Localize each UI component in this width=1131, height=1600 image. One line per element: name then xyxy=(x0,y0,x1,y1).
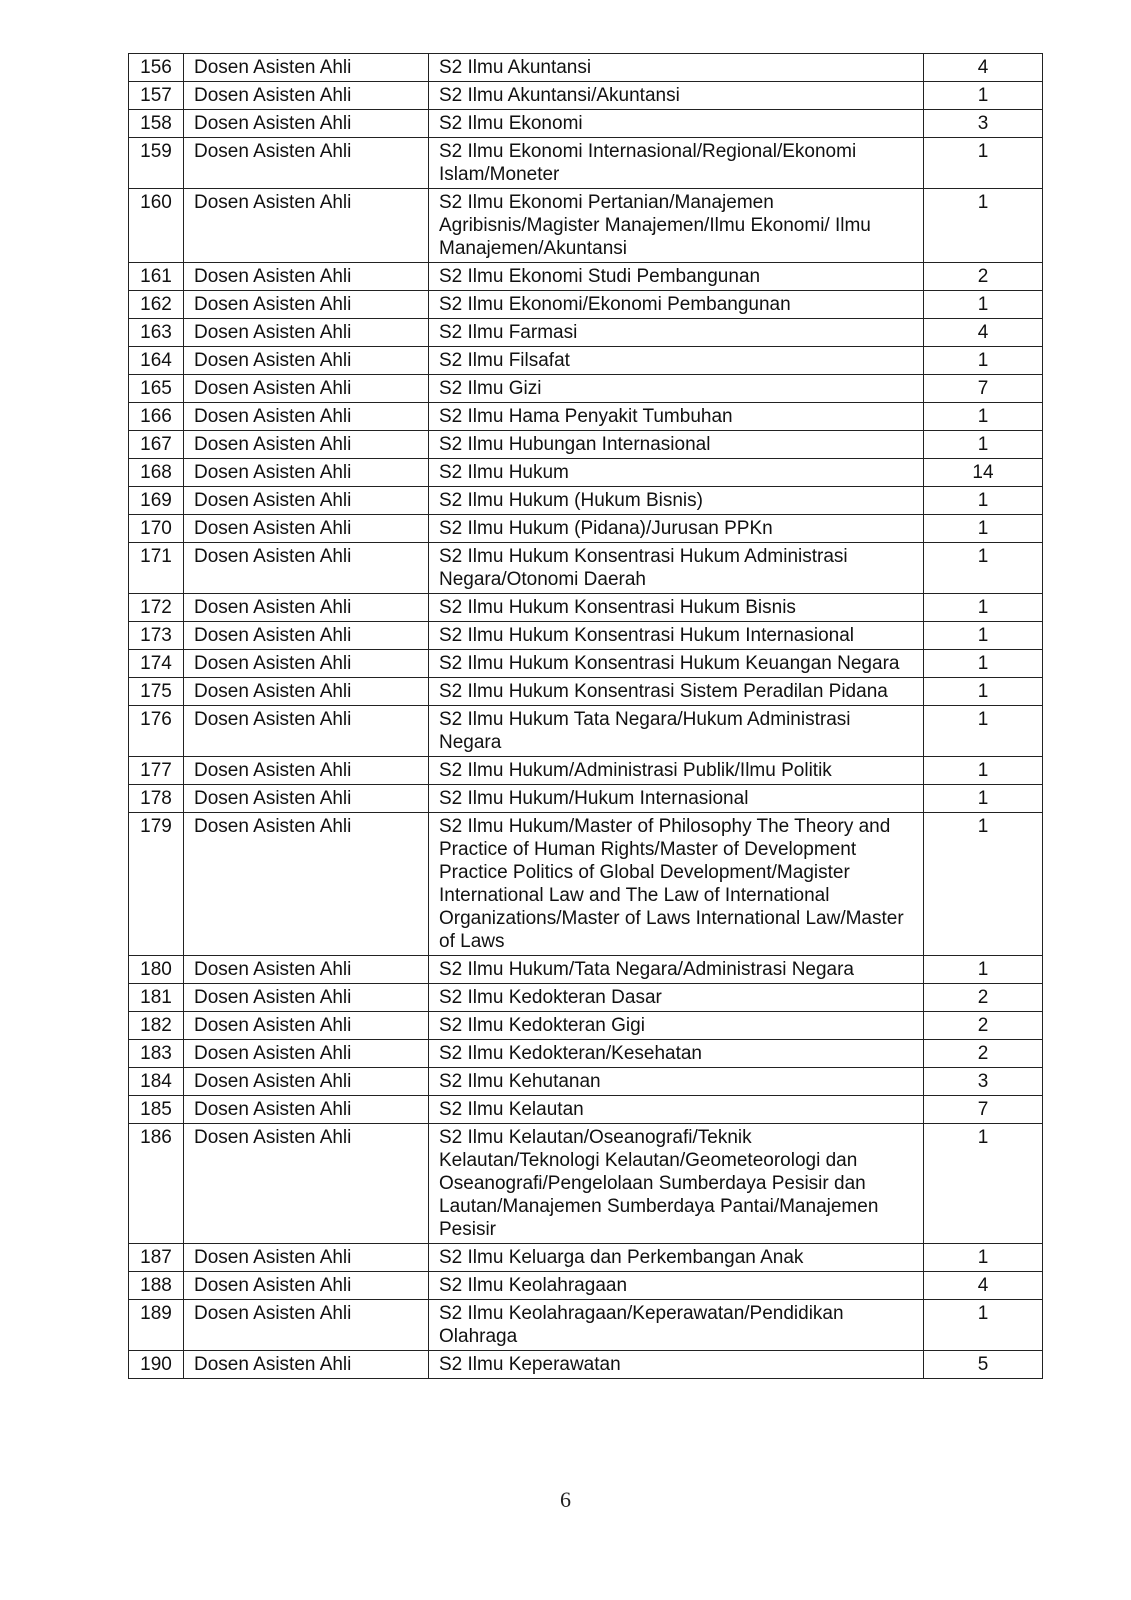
kualifikasi-cell: S2 Ilmu Hukum (Hukum Bisnis) xyxy=(429,487,924,515)
table-row xyxy=(129,263,1043,291)
table-row xyxy=(129,54,1043,82)
jumlah-cell: 4 xyxy=(924,319,1043,347)
row-number-cell: 166 xyxy=(129,403,184,431)
jumlah-cell: 7 xyxy=(924,1096,1043,1124)
jumlah-cell: 2 xyxy=(924,263,1043,291)
table-row xyxy=(129,487,1043,515)
jabatan-cell: Dosen Asisten Ahli xyxy=(184,1351,429,1379)
jabatan-cell: Dosen Asisten Ahli xyxy=(184,1068,429,1096)
table-row xyxy=(129,543,1043,594)
kualifikasi-cell: S2 Ilmu Hukum (Pidana)/Jurusan PPKn xyxy=(429,515,924,543)
table-row xyxy=(129,1124,1043,1244)
row-number-cell: 159 xyxy=(129,138,184,189)
jumlah-cell: 1 xyxy=(924,82,1043,110)
row-number-cell: 162 xyxy=(129,291,184,319)
row-number-cell: 165 xyxy=(129,375,184,403)
jumlah-cell: 1 xyxy=(924,431,1043,459)
jumlah-cell: 1 xyxy=(924,956,1043,984)
table-row xyxy=(129,757,1043,785)
jabatan-cell: Dosen Asisten Ahli xyxy=(184,1124,429,1244)
kualifikasi-cell: S2 Ilmu Hukum Konsentrasi Hukum Bisnis xyxy=(429,594,924,622)
row-number-cell: 176 xyxy=(129,706,184,757)
jabatan-cell: Dosen Asisten Ahli xyxy=(184,757,429,785)
row-number-cell: 171 xyxy=(129,543,184,594)
row-number-cell: 182 xyxy=(129,1012,184,1040)
kualifikasi-cell: S2 Ilmu Hukum Konsentrasi Hukum Internasional xyxy=(429,622,924,650)
table-row xyxy=(129,189,1043,263)
jumlah-cell: 3 xyxy=(924,1068,1043,1096)
jumlah-cell: 1 xyxy=(924,403,1043,431)
kualifikasi-cell: S2 Ilmu Keperawatan xyxy=(429,1351,924,1379)
table-row xyxy=(129,1068,1043,1096)
jabatan-cell: Dosen Asisten Ahli xyxy=(184,785,429,813)
kualifikasi-cell: S2 Ilmu Kedokteran Dasar xyxy=(429,984,924,1012)
jabatan-cell: Dosen Asisten Ahli xyxy=(184,594,429,622)
jumlah-cell: 1 xyxy=(924,543,1043,594)
row-number-cell: 178 xyxy=(129,785,184,813)
jabatan-cell: Dosen Asisten Ahli xyxy=(184,431,429,459)
jabatan-cell: Dosen Asisten Ahli xyxy=(184,487,429,515)
jumlah-cell: 1 xyxy=(924,138,1043,189)
jabatan-cell: Dosen Asisten Ahli xyxy=(184,543,429,594)
table-row xyxy=(129,1012,1043,1040)
row-number-cell: 186 xyxy=(129,1124,184,1244)
table-row xyxy=(129,622,1043,650)
jumlah-cell: 1 xyxy=(924,622,1043,650)
kualifikasi-cell: S2 Ilmu Hukum Tata Negara/Hukum Administrasi Negara xyxy=(429,706,924,757)
row-number-cell: 164 xyxy=(129,347,184,375)
row-number-cell: 167 xyxy=(129,431,184,459)
table-row xyxy=(129,956,1043,984)
table-row xyxy=(129,1351,1043,1379)
jabatan-cell: Dosen Asisten Ahli xyxy=(184,110,429,138)
row-number-cell: 187 xyxy=(129,1244,184,1272)
page-number: 6 xyxy=(560,1487,571,1512)
row-number-cell: 174 xyxy=(129,650,184,678)
jabatan-cell: Dosen Asisten Ahli xyxy=(184,1096,429,1124)
formasi-table xyxy=(128,53,1043,1379)
jumlah-cell: 1 xyxy=(924,678,1043,706)
jumlah-cell: 2 xyxy=(924,1012,1043,1040)
jumlah-cell: 1 xyxy=(924,785,1043,813)
table-row xyxy=(129,1244,1043,1272)
jabatan-cell: Dosen Asisten Ahli xyxy=(184,650,429,678)
kualifikasi-cell: S2 Ilmu Keluarga dan Perkembangan Anak xyxy=(429,1244,924,1272)
kualifikasi-cell: S2 Ilmu Hukum/Tata Negara/Administrasi Negara xyxy=(429,956,924,984)
jabatan-cell: Dosen Asisten Ahli xyxy=(184,82,429,110)
jabatan-cell: Dosen Asisten Ahli xyxy=(184,678,429,706)
jumlah-cell: 4 xyxy=(924,1272,1043,1300)
jumlah-cell: 1 xyxy=(924,1244,1043,1272)
table-row xyxy=(129,1272,1043,1300)
kualifikasi-cell: S2 Ilmu Kedokteran/Kesehatan xyxy=(429,1040,924,1068)
jumlah-cell: 1 xyxy=(924,487,1043,515)
row-number-cell: 157 xyxy=(129,82,184,110)
row-number-cell: 188 xyxy=(129,1272,184,1300)
row-number-cell: 169 xyxy=(129,487,184,515)
jabatan-cell: Dosen Asisten Ahli xyxy=(184,706,429,757)
jumlah-cell: 1 xyxy=(924,347,1043,375)
table-row xyxy=(129,706,1043,757)
table-row xyxy=(129,1096,1043,1124)
jabatan-cell: Dosen Asisten Ahli xyxy=(184,1272,429,1300)
table-row xyxy=(129,594,1043,622)
jumlah-cell: 2 xyxy=(924,984,1043,1012)
row-number-cell: 180 xyxy=(129,956,184,984)
jumlah-cell: 2 xyxy=(924,1040,1043,1068)
jabatan-cell: Dosen Asisten Ahli xyxy=(184,1040,429,1068)
kualifikasi-cell: S2 Ilmu Hukum Konsentrasi Hukum Keuangan Negara xyxy=(429,650,924,678)
kualifikasi-cell: S2 Ilmu Hubungan Internasional xyxy=(429,431,924,459)
table-row xyxy=(129,984,1043,1012)
jumlah-cell: 14 xyxy=(924,459,1043,487)
row-number-cell: 170 xyxy=(129,515,184,543)
jabatan-cell: Dosen Asisten Ahli xyxy=(184,1300,429,1351)
jumlah-cell: 1 xyxy=(924,813,1043,956)
kualifikasi-cell: S2 Ilmu Farmasi xyxy=(429,319,924,347)
jabatan-cell: Dosen Asisten Ahli xyxy=(184,403,429,431)
jumlah-cell: 1 xyxy=(924,291,1043,319)
jabatan-cell: Dosen Asisten Ahli xyxy=(184,189,429,263)
table-row xyxy=(129,650,1043,678)
jabatan-cell: Dosen Asisten Ahli xyxy=(184,622,429,650)
kualifikasi-cell: S2 Ilmu Hukum/Master of Philosophy The Theory and Practice of Human Rights/Master of Development Practice Politics of Global Development/Magister International Law and The Law of International Organizations/Master of Laws International Law/Master of Laws xyxy=(429,813,924,956)
table-row xyxy=(129,347,1043,375)
row-number-cell: 181 xyxy=(129,984,184,1012)
table-row xyxy=(129,1300,1043,1351)
table-row xyxy=(129,1040,1043,1068)
row-number-cell: 172 xyxy=(129,594,184,622)
table-row xyxy=(129,319,1043,347)
jumlah-cell: 7 xyxy=(924,375,1043,403)
jumlah-cell: 1 xyxy=(924,1124,1043,1244)
row-number-cell: 173 xyxy=(129,622,184,650)
kualifikasi-cell: S2 Ilmu Hukum xyxy=(429,459,924,487)
row-number-cell: 184 xyxy=(129,1068,184,1096)
kualifikasi-cell: S2 Ilmu Hukum/Administrasi Publik/Ilmu Politik xyxy=(429,757,924,785)
table-row xyxy=(129,431,1043,459)
kualifikasi-cell: S2 Ilmu Ekonomi Studi Pembangunan xyxy=(429,263,924,291)
kualifikasi-cell: S2 Ilmu Keolahragaan xyxy=(429,1272,924,1300)
row-number-cell: 156 xyxy=(129,54,184,82)
table-row xyxy=(129,515,1043,543)
table-body xyxy=(129,54,1043,1379)
table-row xyxy=(129,110,1043,138)
jabatan-cell: Dosen Asisten Ahli xyxy=(184,319,429,347)
row-number-cell: 160 xyxy=(129,189,184,263)
jabatan-cell: Dosen Asisten Ahli xyxy=(184,813,429,956)
kualifikasi-cell: S2 Ilmu Hukum/Hukum Internasional xyxy=(429,785,924,813)
jumlah-cell: 1 xyxy=(924,189,1043,263)
row-number-cell: 179 xyxy=(129,813,184,956)
jumlah-cell: 3 xyxy=(924,110,1043,138)
jumlah-cell: 1 xyxy=(924,594,1043,622)
row-number-cell: 190 xyxy=(129,1351,184,1379)
table-row xyxy=(129,403,1043,431)
kualifikasi-cell: S2 Ilmu Kedokteran Gigi xyxy=(429,1012,924,1040)
jabatan-cell: Dosen Asisten Ahli xyxy=(184,515,429,543)
row-number-cell: 183 xyxy=(129,1040,184,1068)
kualifikasi-cell: S2 Ilmu Ekonomi/Ekonomi Pembangunan xyxy=(429,291,924,319)
jabatan-cell: Dosen Asisten Ahli xyxy=(184,347,429,375)
jabatan-cell: Dosen Asisten Ahli xyxy=(184,459,429,487)
kualifikasi-cell: S2 Ilmu Hukum Konsentrasi Hukum Administrasi Negara/Otonomi Daerah xyxy=(429,543,924,594)
jumlah-cell: 1 xyxy=(924,650,1043,678)
kualifikasi-cell: S2 Ilmu Akuntansi xyxy=(429,54,924,82)
jumlah-cell: 1 xyxy=(924,706,1043,757)
jabatan-cell: Dosen Asisten Ahli xyxy=(184,1012,429,1040)
kualifikasi-cell: S2 Ilmu Ekonomi Internasional/Regional/Ekonomi Islam/Moneter xyxy=(429,138,924,189)
jabatan-cell: Dosen Asisten Ahli xyxy=(184,54,429,82)
table-row xyxy=(129,375,1043,403)
kualifikasi-cell: S2 Ilmu Kelautan xyxy=(429,1096,924,1124)
kualifikasi-cell: S2 Ilmu Ekonomi Pertanian/Manajemen Agribisnis/Magister Manajemen/Ilmu Ekonomi/ Ilmu Manajemen/Akuntansi xyxy=(429,189,924,263)
table-row xyxy=(129,138,1043,189)
jabatan-cell: Dosen Asisten Ahli xyxy=(184,375,429,403)
kualifikasi-cell: S2 Ilmu Filsafat xyxy=(429,347,924,375)
kualifikasi-cell: S2 Ilmu Ekonomi xyxy=(429,110,924,138)
jumlah-cell: 1 xyxy=(924,515,1043,543)
jabatan-cell: Dosen Asisten Ahli xyxy=(184,984,429,1012)
jabatan-cell: Dosen Asisten Ahli xyxy=(184,291,429,319)
jumlah-cell: 4 xyxy=(924,54,1043,82)
row-number-cell: 163 xyxy=(129,319,184,347)
table-row xyxy=(129,82,1043,110)
jumlah-cell: 5 xyxy=(924,1351,1043,1379)
table-row xyxy=(129,291,1043,319)
row-number-cell: 168 xyxy=(129,459,184,487)
kualifikasi-cell: S2 Ilmu Kelautan/Oseanografi/Teknik Kelautan/Teknologi Kelautan/Geometeorologi dan Oseanografi/Pengelolaan Sumberdaya Pesisir dan Lautan/Manajemen Sumberdaya Pantai/Manajemen Pesisir xyxy=(429,1124,924,1244)
kualifikasi-cell: S2 Ilmu Hama Penyakit Tumbuhan xyxy=(429,403,924,431)
row-number-cell: 185 xyxy=(129,1096,184,1124)
table-row xyxy=(129,785,1043,813)
kualifikasi-cell: S2 Ilmu Kehutanan xyxy=(429,1068,924,1096)
jabatan-cell: Dosen Asisten Ahli xyxy=(184,138,429,189)
jabatan-cell: Dosen Asisten Ahli xyxy=(184,263,429,291)
row-number-cell: 177 xyxy=(129,757,184,785)
row-number-cell: 175 xyxy=(129,678,184,706)
jumlah-cell: 1 xyxy=(924,1300,1043,1351)
kualifikasi-cell: S2 Ilmu Hukum Konsentrasi Sistem Peradilan Pidana xyxy=(429,678,924,706)
kualifikasi-cell: S2 Ilmu Keolahragaan/Keperawatan/Pendidikan Olahraga xyxy=(429,1300,924,1351)
row-number-cell: 161 xyxy=(129,263,184,291)
table-row xyxy=(129,459,1043,487)
jabatan-cell: Dosen Asisten Ahli xyxy=(184,956,429,984)
table-row xyxy=(129,678,1043,706)
kualifikasi-cell: S2 Ilmu Akuntansi/Akuntansi xyxy=(429,82,924,110)
jumlah-cell: 1 xyxy=(924,757,1043,785)
jabatan-cell: Dosen Asisten Ahli xyxy=(184,1244,429,1272)
table-row xyxy=(129,813,1043,956)
row-number-cell: 158 xyxy=(129,110,184,138)
row-number-cell: 189 xyxy=(129,1300,184,1351)
kualifikasi-cell: S2 Ilmu Gizi xyxy=(429,375,924,403)
